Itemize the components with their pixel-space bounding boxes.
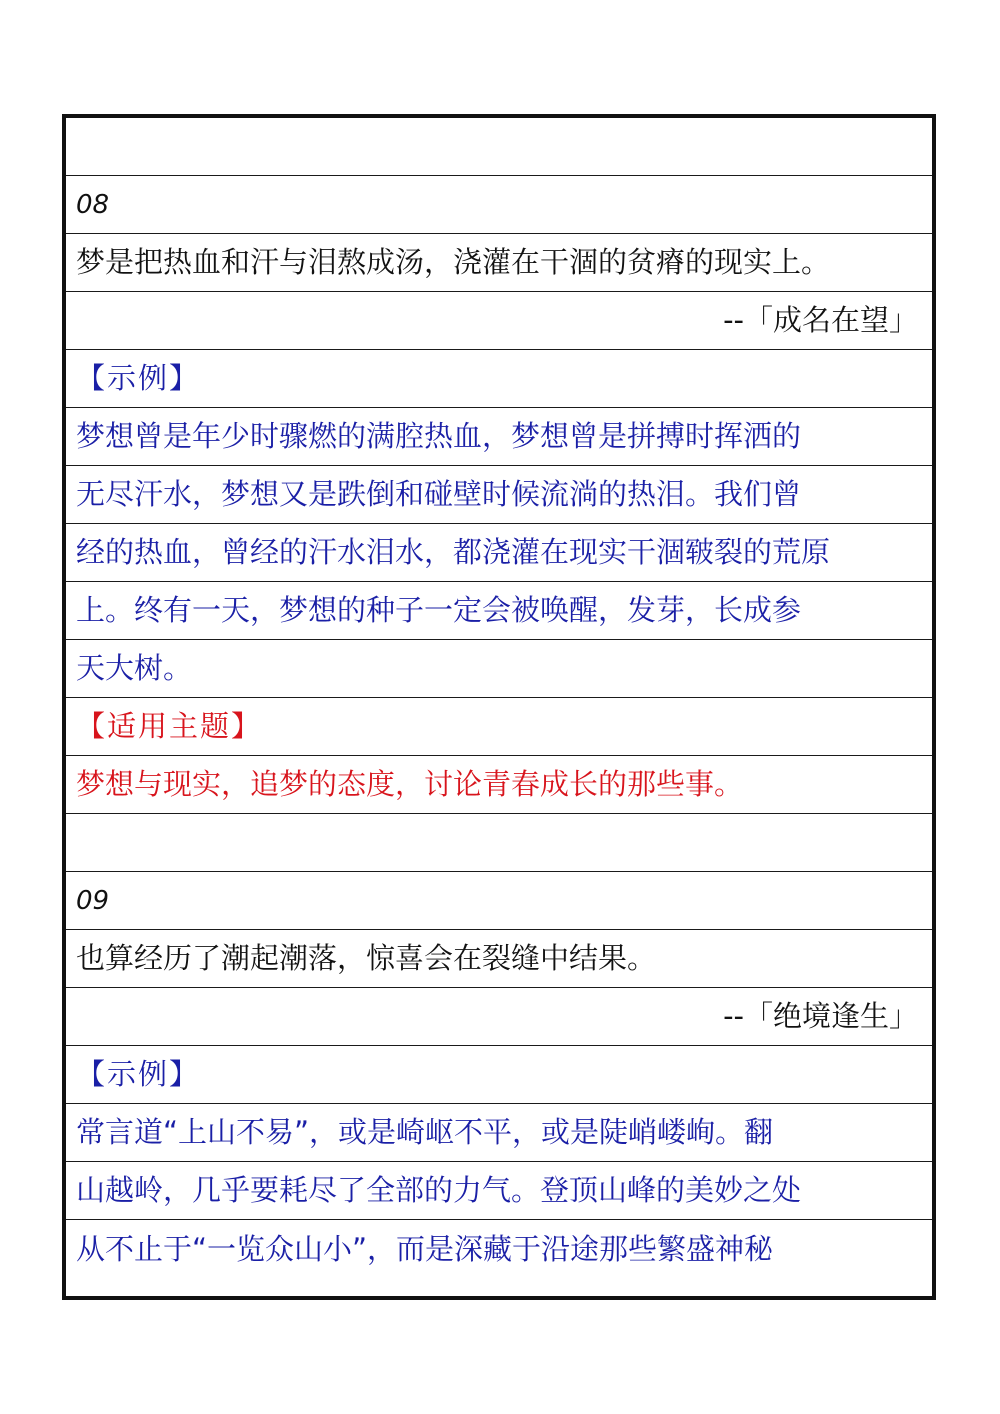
example-line: 山越岭，几乎要耗尽了全部的力气。登顶山峰的美妙之处 — [66, 1162, 932, 1220]
entry-number: 08 — [66, 176, 932, 234]
quote-text: 也算经历了潮起潮落，惊喜会在裂缝中结果。 — [66, 930, 932, 988]
blank-line — [66, 118, 932, 176]
example-line: 上。终有一天，梦想的种子一定会被唤醒，发芽，长成参 — [66, 582, 932, 640]
example-line: 梦想曾是年少时骤燃的满腔热血，梦想曾是拼搏时挥洒的 — [66, 408, 932, 466]
blank-line — [66, 814, 932, 872]
quote-source: --「绝境逢生」 — [66, 988, 932, 1046]
example-label: 【示例】 — [66, 1046, 932, 1104]
quote-text: 梦是把热血和汗与泪熬成汤，浇灌在干涸的贫瘠的现实上。 — [66, 234, 932, 292]
example-line: 常言道“上山不易”，或是崎岖不平，或是陡峭嵝峋。翻 — [66, 1104, 932, 1162]
theme-label: 【适用主题】 — [66, 698, 932, 756]
notebook-sheet — [62, 114, 936, 1300]
example-line: 天大树。 — [66, 640, 932, 698]
entry-number: 09 — [66, 872, 932, 930]
example-label: 【示例】 — [66, 350, 932, 408]
example-line: 无尽汗水，梦想又是跌倒和碰壁时候流淌的热泪。我们曾 — [66, 466, 932, 524]
example-line: 从不止于“一览众山小”，而是深藏于沿途那些繁盛神秘 — [76, 1231, 774, 1266]
example-line: 经的热血，曾经的汗水泪水，都浇灌在现实干涸皲裂的荒原 — [66, 524, 932, 582]
theme-text: 梦想与现实，追梦的态度，讨论青春成长的那些事。 — [66, 756, 932, 814]
quote-source: --「成名在望」 — [66, 292, 932, 350]
